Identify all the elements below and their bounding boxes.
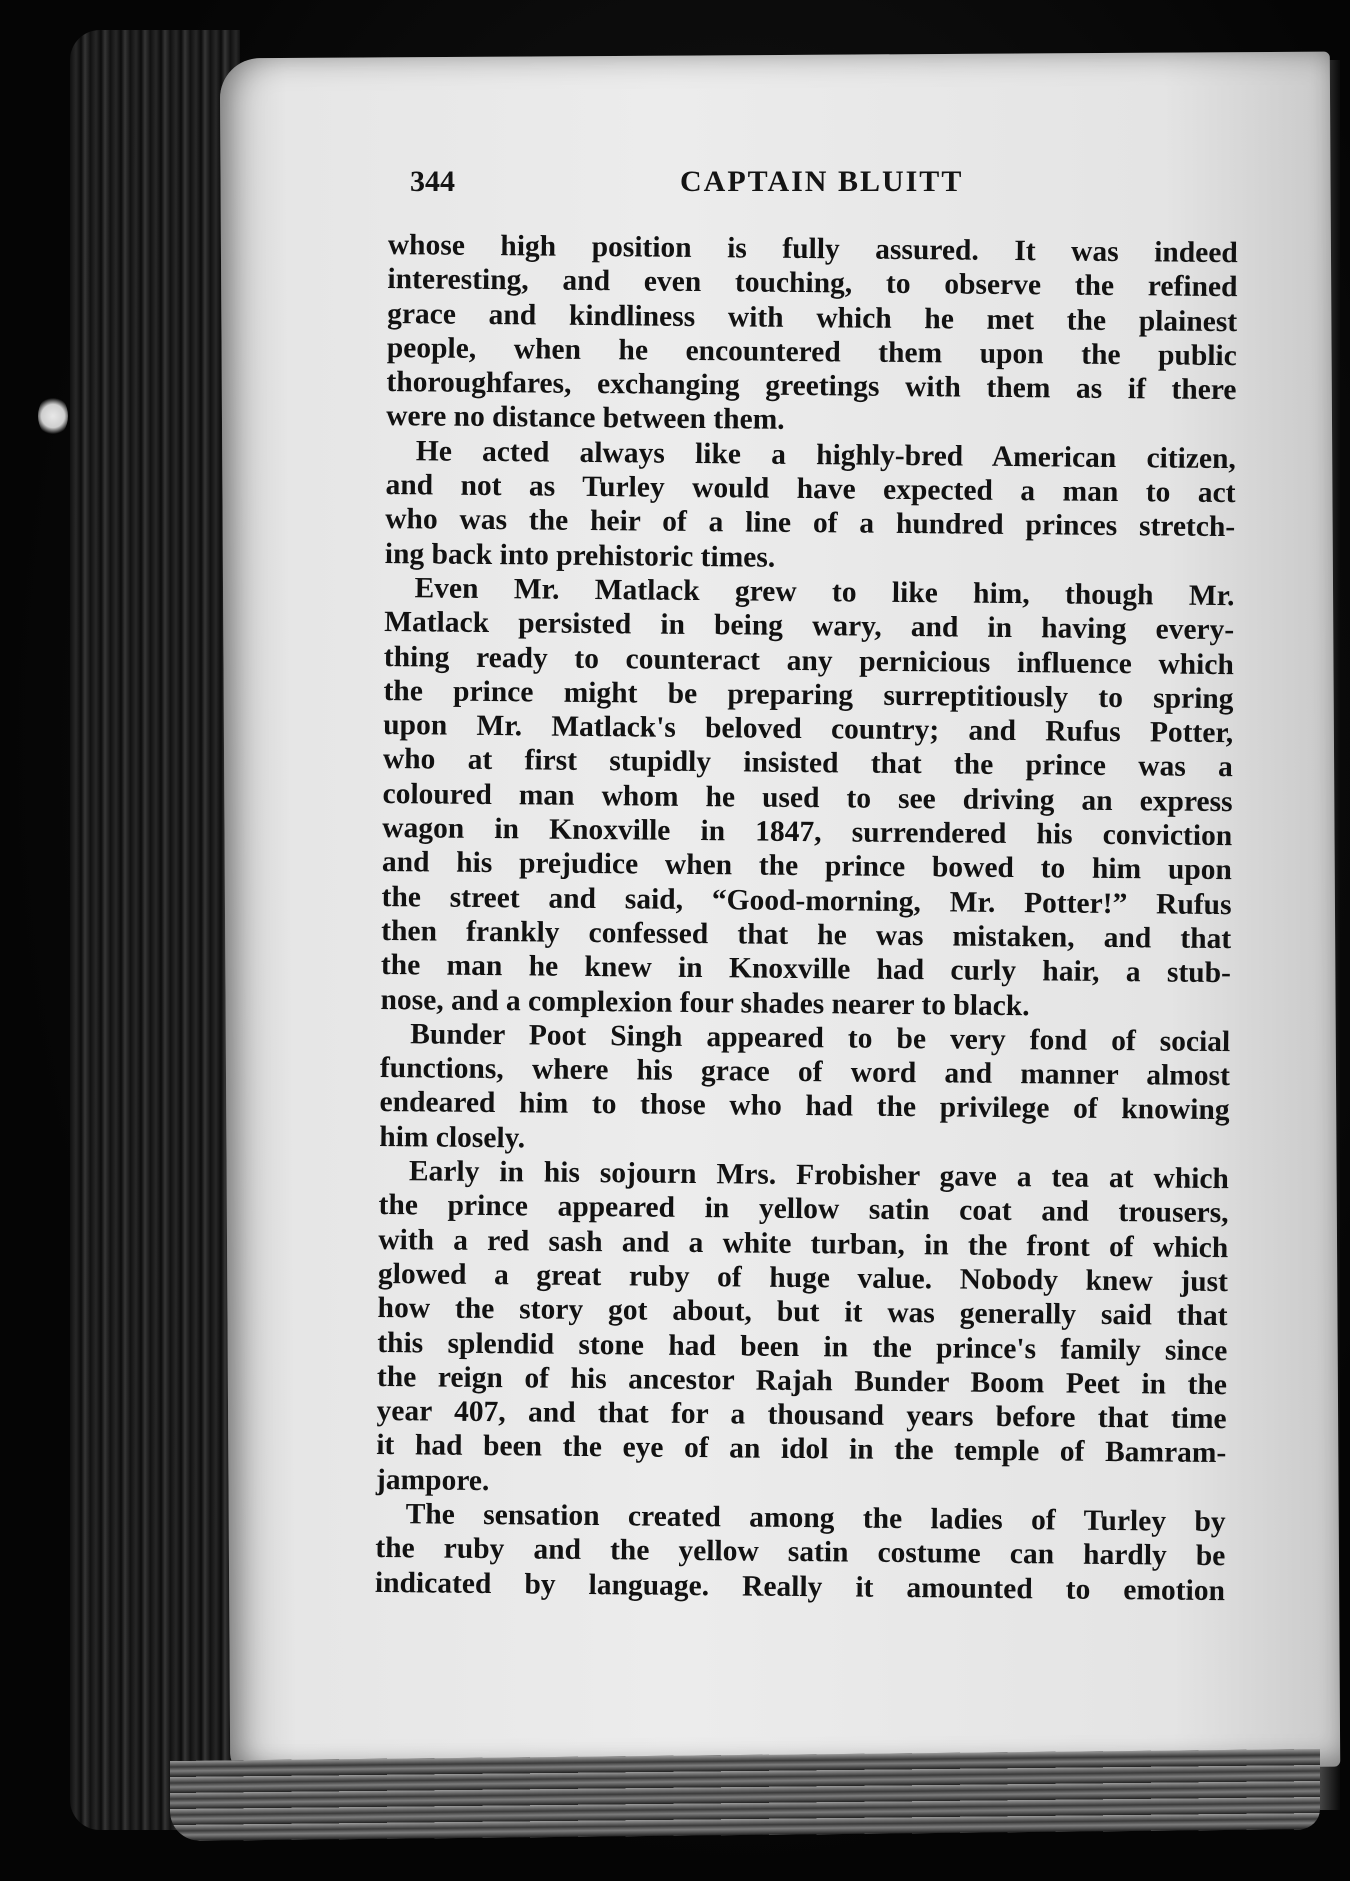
text-line: the reign of his ancestor Rajah Bunder Boom Peet in the — [376, 1360, 1228, 1401]
text-line: ing back into prehistoric times. — [384, 537, 776, 574]
paragraph — [376, 1154, 1229, 1505]
text-line: Even Mr. Matlack grew to like him, though Mr. — [414, 572, 1235, 613]
body-text — [375, 228, 1238, 1608]
paragraph — [385, 434, 1236, 579]
margin-spot — [38, 395, 68, 437]
text-line: indicated by language. Really it amounted to emotion — [374, 1566, 1226, 1607]
text-line: Bunder Poot Singh appeared to be very fond of social — [410, 1018, 1231, 1058]
text-line: He acted always like a highly-bred American citizen, — [415, 435, 1236, 475]
text-line: how the story got about, but it was generally said that — [377, 1292, 1228, 1333]
text-line: the prince appeared in yellow satin coat and trousers, — [378, 1189, 1229, 1230]
text-line: year 407, and that for a thousand years before that time — [376, 1395, 1227, 1436]
text-line: nose, and a complexion four shades nearer to black. — [380, 983, 1030, 1022]
text-line: Matlack persisted in being wary, and in having every- — [384, 606, 1235, 647]
text-line: coloured man whom he used to see driving an express — [382, 777, 1233, 818]
text-line: the man he knew in Knoxville had curly hair, a stub- — [380, 949, 1232, 990]
page-header — [410, 165, 1250, 215]
text-line: endeared him to those who had the privilege of knowing — [379, 1086, 1230, 1127]
text-line: thing ready to counteract any pernicious influence which — [383, 640, 1235, 681]
text-line: Early in his sojourn Mrs. Frobisher gave a tea at which — [408, 1155, 1230, 1196]
text-line: and his prejudice when the prince bowed to him upon — [381, 846, 1233, 887]
text-line: thoroughfares, exchanging greetings with them as if there — [386, 366, 1237, 407]
text-line: The sensation created among the ladies of Turley by — [405, 1498, 1226, 1539]
text-line: who was the heir of a line of a hundred princes stretch- — [385, 503, 1236, 544]
text-line: functions, where his grace of word and manner almost — [379, 1052, 1231, 1093]
text-line: the ruby and the yellow satin costume can hardly be — [375, 1532, 1226, 1573]
text-line: grace and kindliness with which he met the plainest — [387, 297, 1238, 338]
text-line: glowed a great ruby of huge value. Nobody knew just — [377, 1257, 1229, 1299]
page-number: 344 — [410, 165, 455, 198]
book-bottom-edge — [170, 1749, 1320, 1841]
book-spine-edge — [70, 30, 240, 1830]
text-line: then frankly confessed that he was mistaken, and that — [381, 914, 1232, 956]
text-line: it had been the eye of an idol in the temple of Bamram- — [376, 1429, 1227, 1470]
text-line: and not as Turley would have expected a man to act — [385, 469, 1236, 510]
text-line: people, when he encountered them upon the public — [386, 331, 1237, 373]
paragraph — [380, 571, 1234, 1025]
paragraph — [386, 228, 1238, 442]
text-line: were no distance between them. — [386, 400, 785, 437]
paragraph — [379, 1017, 1230, 1162]
text-line: with a red sash and a white turban, in the front of which — [378, 1223, 1229, 1264]
text-line: interesting, and even touching, to observe the refined — [387, 263, 1238, 304]
text-line: jampore. — [375, 1463, 490, 1497]
text-line: the street and said, “Good-morning, Mr. Potter!” Rufus — [381, 880, 1232, 921]
text-line: who at first stupidly insisted that the prince was a — [382, 743, 1234, 784]
text-line: the prince might be preparing surreptitiously to spring — [383, 674, 1234, 715]
paragraph — [375, 1497, 1226, 1608]
text-line: him closely. — [379, 1120, 526, 1155]
text-line: this splendid stone had been in the prince's family since — [377, 1326, 1228, 1367]
running-head: CAPTAIN BLUITT — [680, 165, 964, 198]
text-line: wagon in Knoxville in 1847, surrendered his conviction — [382, 812, 1233, 853]
text-line: whose high position is fully assured. It was indeed — [387, 228, 1238, 270]
text-line: upon Mr. Matlack's beloved country; and Rufus Potter, — [383, 709, 1234, 750]
